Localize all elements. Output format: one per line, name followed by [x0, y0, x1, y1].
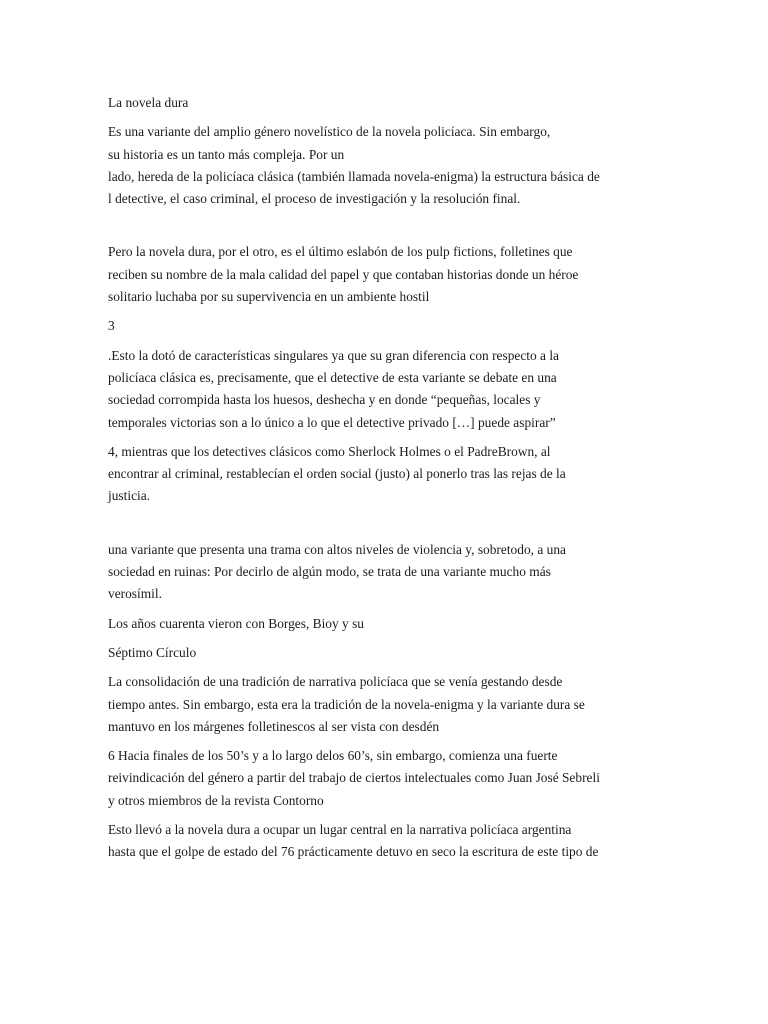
text-line: encontrar al criminal, restablecían el orden social (justo) al ponerlo tras las rejas de la	[108, 466, 566, 482]
text-line: 4, mientras que los detectives clásicos como Sherlock Holmes o el PadreBrown, al	[108, 443, 551, 459]
paragraph-2	[108, 241, 763, 308]
document-title: La novela dura	[108, 95, 189, 110]
text-line: l detective, el caso criminal, el proceso de investigación y la resolución final.	[108, 191, 521, 207]
footnote-marker-3: 3	[108, 318, 115, 334]
text-line: Es una variante del amplio género novelístico de la novela policíaca. Sin embargo,	[108, 124, 551, 140]
text-line: Pero la novela dura, por el otro, es el último eslabón de los pulp fictions, folletines que	[108, 244, 573, 260]
text-line: hasta que el golpe de estado del 76 prácticamente detuvo en seco la escritura de este tipo de	[108, 844, 599, 860]
text-line: lado, hereda de la policíaca clásica (también llamada novela-enigma) la estructura básica de	[108, 168, 600, 184]
text-line: mantuvo en los márgenes folletinescos al ser vista con desdén	[108, 718, 440, 734]
text-line: tiempo antes. Sin embargo, esta era la tradición de la novela-enigma y la variante dura se	[108, 696, 585, 712]
text-line: su historia es un tanto más compleja. Por un	[108, 146, 345, 162]
text-line: 6 Hacia finales de los 50’s y a lo largo delos 60’s, sin embargo, comienza una fuerte	[108, 748, 558, 764]
text-line: justicia.	[108, 488, 151, 504]
text-line: Esto llevó a la novela dura a ocupar un lugar central en la narrativa policíaca argentina	[108, 822, 572, 838]
text-line: Los años cuarenta vieron con Borges, Bioy y su	[108, 615, 364, 631]
paragraph-9	[108, 745, 763, 812]
paragraph-3	[108, 345, 763, 434]
text-line: Séptimo Círculo	[108, 644, 197, 660]
text-line: .Esto la dotó de características singulares ya que su gran diferencia con respecto a la	[108, 347, 559, 363]
text-line: una variante que presenta una trama con altos niveles de violencia y, sobretodo, a una	[108, 541, 566, 557]
document-page	[108, 92, 763, 864]
text-line: sociedad en ruinas: Por decirlo de algún modo, se trata de una variante mucho más	[108, 564, 551, 580]
paragraph-7	[108, 642, 763, 664]
text-line: verosímil.	[108, 586, 162, 602]
paragraph-1	[108, 121, 763, 210]
paragraph-6	[108, 613, 763, 635]
text-line: reivindicación del género a partir del trabajo de ciertos intelectuales como Juan José Sebreli	[108, 770, 600, 786]
text-line: y otros miembros de la revista Contorno	[108, 792, 324, 808]
paragraph-10	[108, 819, 763, 864]
text-line: solitario luchaba por su supervivencia en un ambiente hostil	[108, 289, 430, 305]
paragraph-8	[108, 671, 763, 738]
text-line: policíaca clásica es, precisamente, que el detective de esta variante se debate en una	[108, 369, 557, 385]
text-line: reciben su nombre de la mala calidad del papel y que contaban historias donde un héroe	[108, 266, 579, 282]
text-line: La consolidación de una tradición de narrativa policíaca que se venía gestando desde	[108, 674, 563, 690]
text-line: temporales victorias son a lo único a lo que el detective privado […] puede aspirar”	[108, 414, 556, 430]
paragraph-5	[108, 539, 763, 606]
paragraph-4	[108, 441, 763, 508]
text-line: sociedad corrompida hasta los huesos, deshecha y en donde “pequeñas, locales y	[108, 392, 541, 408]
